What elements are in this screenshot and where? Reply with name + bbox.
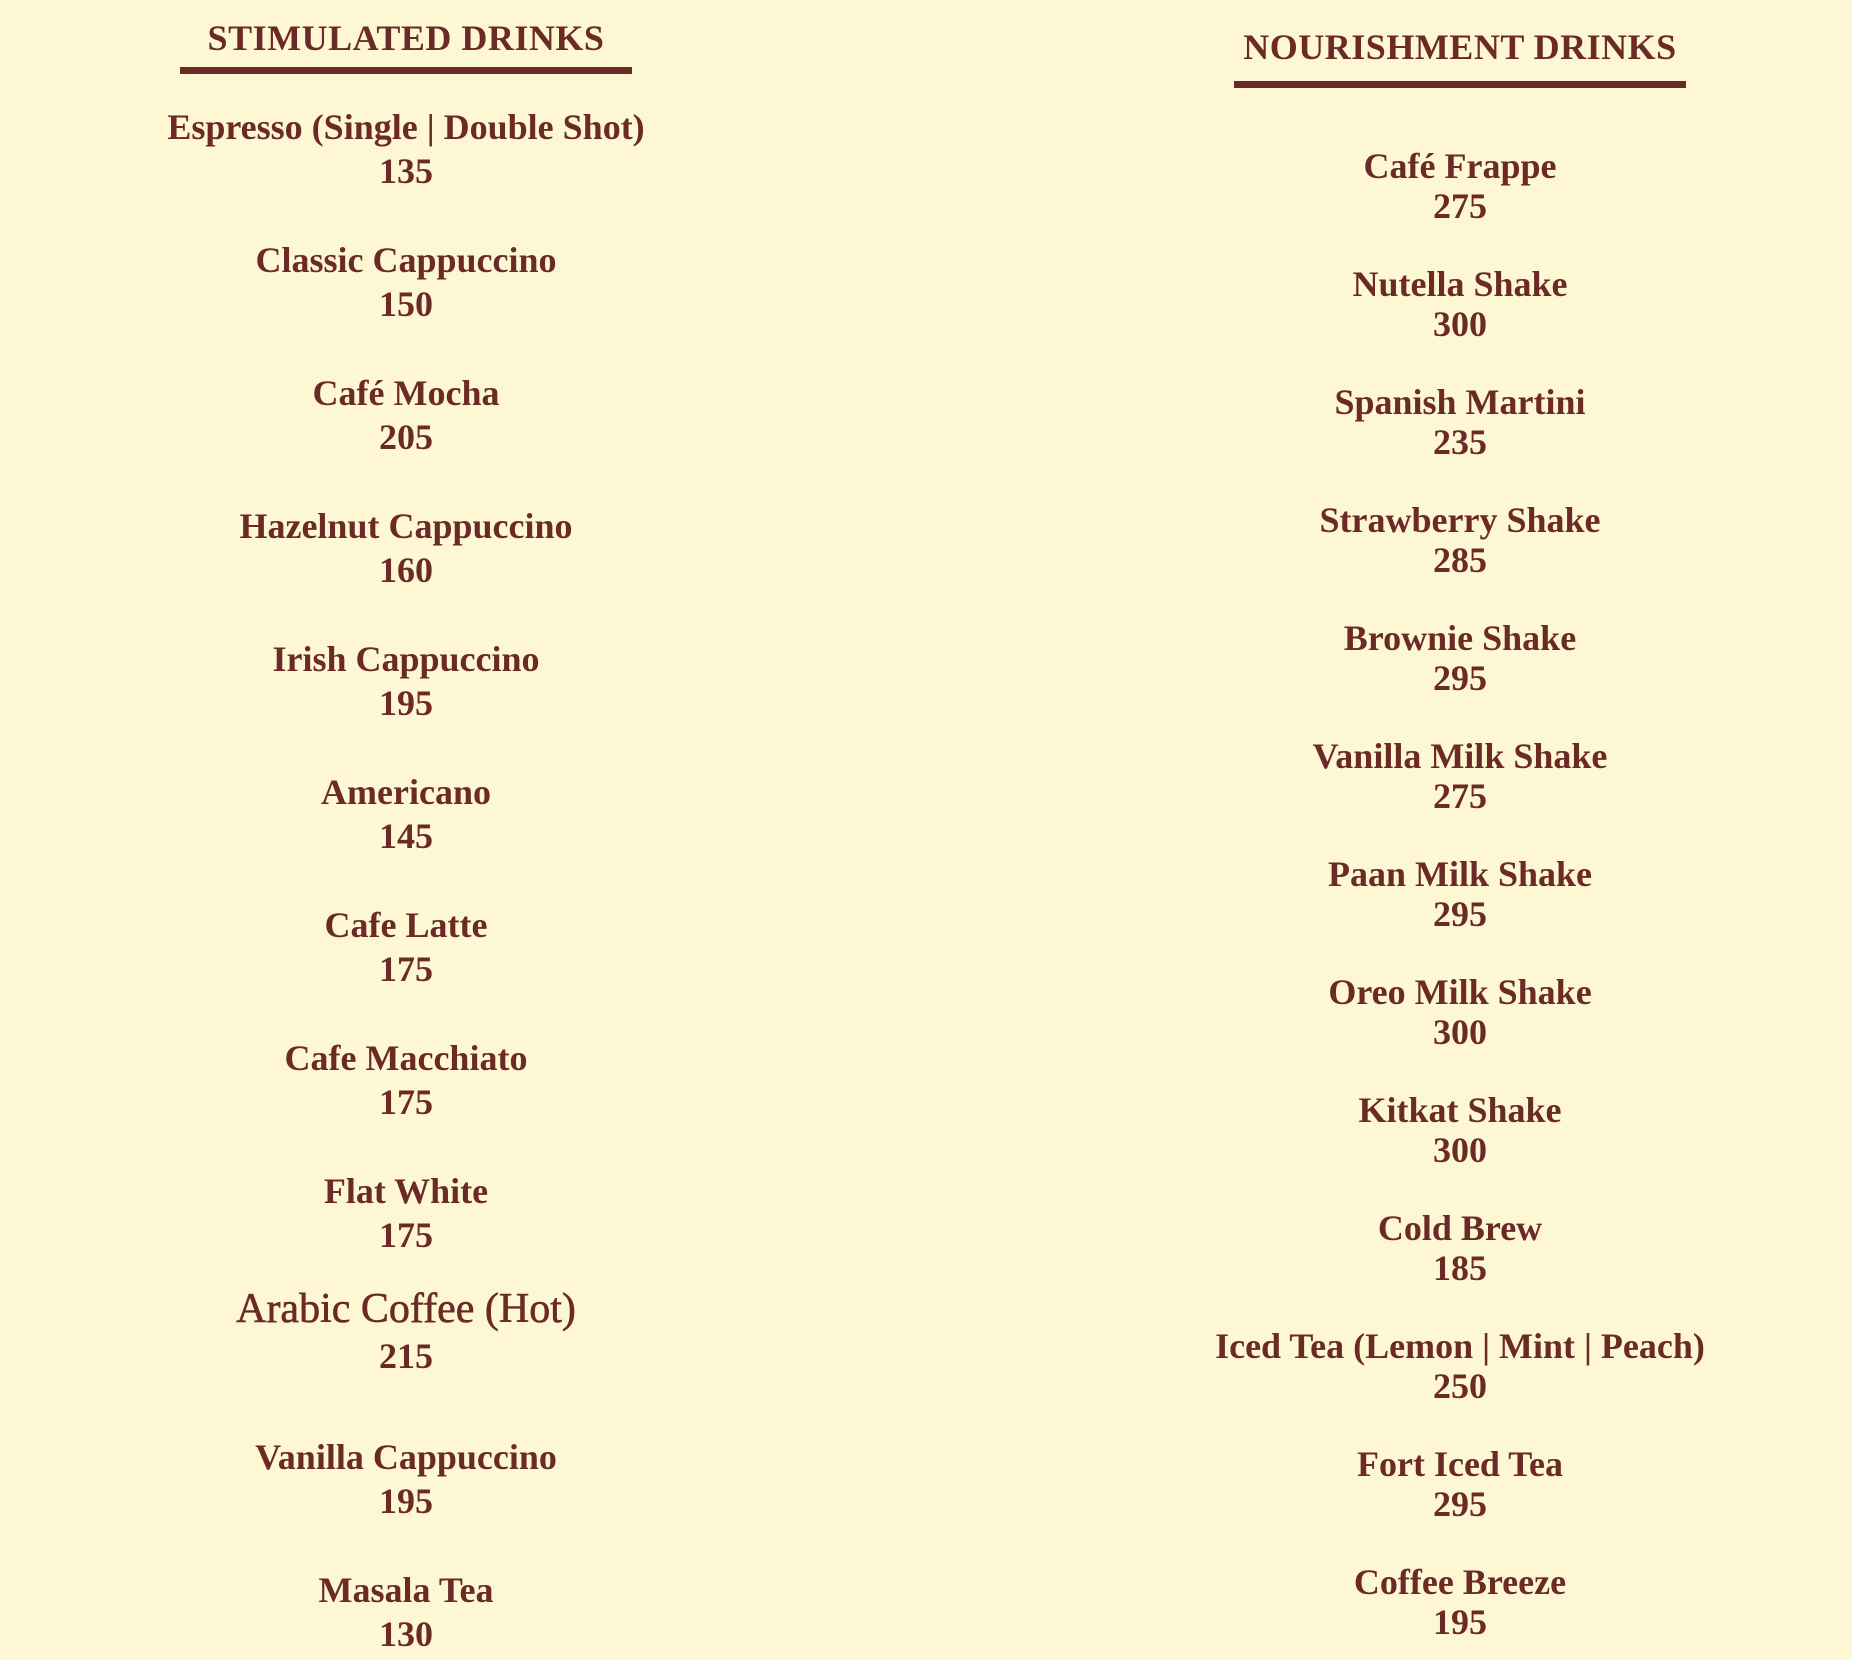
- menu-item: [156, 639, 656, 723]
- item-name: Cafe Latte: [324, 905, 488, 945]
- item-name: Cafe Macchiato: [284, 1038, 528, 1078]
- menu-item: [1160, 264, 1760, 344]
- item-name: Espresso (Single | Double Shot): [167, 107, 645, 147]
- menu-item: [156, 1570, 656, 1654]
- item-price: 135: [379, 151, 433, 191]
- item-name: Americano: [321, 772, 491, 812]
- item-name: Masala Tea: [318, 1570, 494, 1610]
- item-price: 175: [379, 949, 433, 989]
- item-price: 195: [379, 1481, 433, 1521]
- menu-item: [1160, 1444, 1760, 1524]
- item-price: 295: [1433, 1484, 1487, 1524]
- menu-item: [1160, 146, 1760, 226]
- item-price: 130: [379, 1614, 433, 1654]
- menu-item: [156, 107, 656, 191]
- item-name: Kitkat Shake: [1358, 1090, 1562, 1130]
- menu-item: [1160, 1562, 1760, 1642]
- item-name: Irish Cappuccino: [272, 639, 540, 679]
- item-price: 175: [379, 1082, 433, 1122]
- item-price: 205: [379, 417, 433, 457]
- menu-item: [1160, 854, 1760, 934]
- item-name: Vanilla Milk Shake: [1312, 736, 1608, 776]
- item-price: 150: [379, 284, 433, 324]
- stimulated-heading-underline: [180, 67, 632, 74]
- item-price: 275: [1433, 186, 1487, 226]
- item-price: 195: [1433, 1602, 1487, 1642]
- menu-item: [156, 240, 656, 324]
- menu-item: [156, 1437, 656, 1521]
- item-name: Spanish Martini: [1334, 382, 1586, 422]
- item-price: 275: [1433, 776, 1487, 816]
- item-name: Flat White: [323, 1171, 489, 1211]
- item-name: Strawberry Shake: [1319, 500, 1601, 540]
- item-name: Vanilla Cappuccino: [255, 1437, 557, 1477]
- item-price: 175: [379, 1215, 433, 1255]
- item-price: 195: [379, 683, 433, 723]
- menu-item: [156, 905, 656, 989]
- item-name: Classic Cappuccino: [255, 240, 557, 280]
- item-price: 295: [1433, 658, 1487, 698]
- item-price: 285: [1433, 540, 1487, 580]
- item-name: Iced Tea (Lemon | Mint | Peach): [1215, 1326, 1705, 1366]
- menu-item: [1160, 500, 1760, 580]
- item-price: 160: [379, 550, 433, 590]
- menu-item: [1160, 972, 1760, 1052]
- item-price: 235: [1433, 422, 1487, 462]
- menu-item: [156, 1171, 656, 1255]
- item-price: 300: [1433, 304, 1487, 344]
- menu-item: [1160, 618, 1760, 698]
- item-name: Fort Iced Tea: [1357, 1444, 1563, 1484]
- item-price: 300: [1433, 1130, 1487, 1170]
- nourishment-drinks-heading: NOURISHMENT DRINKS: [1243, 27, 1677, 67]
- menu-item: [1160, 736, 1760, 816]
- menu-item: [156, 373, 656, 457]
- item-name: Arabic Coffee (Hot): [236, 1286, 576, 1332]
- nourishment-heading-underline: [1234, 81, 1686, 88]
- menu-item: [156, 772, 656, 856]
- stimulated-drinks-heading: STIMULATED DRINKS: [207, 18, 605, 58]
- item-name: Coffee Breeze: [1353, 1562, 1567, 1602]
- menu-item: [1160, 1090, 1760, 1170]
- item-name: Nutella Shake: [1352, 264, 1568, 304]
- item-name: Cold Brew: [1377, 1208, 1543, 1248]
- item-name: Café Frappe: [1363, 146, 1557, 186]
- menu-item: [1160, 1326, 1760, 1406]
- item-price: 185: [1433, 1248, 1487, 1288]
- menu-item: [1160, 382, 1760, 462]
- item-price: 215: [379, 1336, 433, 1376]
- menu-item: [156, 1286, 656, 1376]
- item-price: 250: [1433, 1366, 1487, 1406]
- item-price: 295: [1433, 894, 1487, 934]
- item-name: Café Mocha: [312, 373, 500, 413]
- item-name: Brownie Shake: [1343, 618, 1577, 658]
- item-price: 145: [379, 816, 433, 856]
- menu-item: [156, 506, 656, 590]
- menu-item: [156, 1038, 656, 1122]
- item-name: Oreo Milk Shake: [1328, 972, 1592, 1012]
- item-name: Hazelnut Cappuccino: [239, 506, 573, 546]
- menu-item: [1160, 1208, 1760, 1288]
- item-name: Paan Milk Shake: [1327, 854, 1593, 894]
- item-price: 300: [1433, 1012, 1487, 1052]
